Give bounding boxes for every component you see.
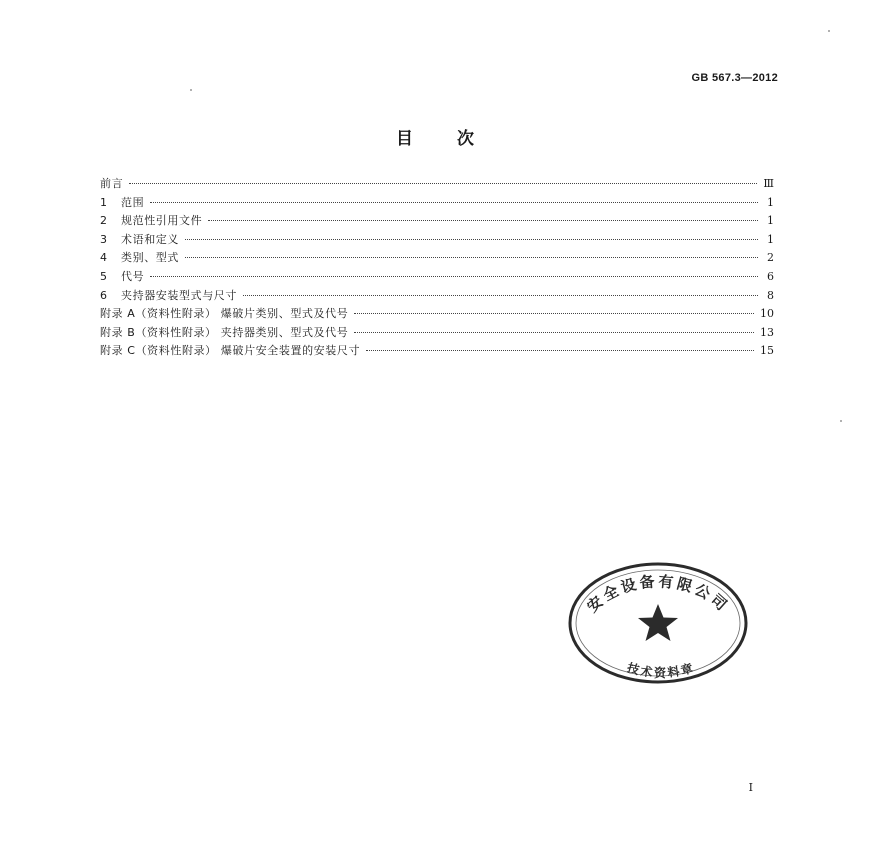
toc-entry-page: Ⅲ <box>763 177 774 190</box>
toc-entry-4[interactable] <box>100 249 774 268</box>
toc-entry-page: 1 <box>767 214 774 228</box>
company-seal-stamp <box>566 560 750 686</box>
scan-speck <box>828 30 830 32</box>
toc-entry-5[interactable] <box>100 268 774 287</box>
toc-entry-1[interactable] <box>100 194 774 213</box>
standard-number: GB 567.3—2012 <box>691 72 778 84</box>
toc-entry-number: 5 <box>100 269 107 283</box>
toc-entry-label: 类别、型式 <box>121 251 179 265</box>
toc-entry-page: 15 <box>760 344 774 358</box>
scan-speck <box>840 420 842 422</box>
page-number: I <box>748 781 753 794</box>
toc-entry-label: 规范性引用文件 <box>121 214 203 228</box>
toc-leader-dots <box>208 220 758 221</box>
star-icon <box>638 604 678 641</box>
toc-leader-dots <box>366 350 754 351</box>
toc-entry-6[interactable] <box>100 287 774 306</box>
table-of-contents <box>100 175 774 361</box>
toc-entry-label: 代号 <box>121 269 145 283</box>
toc-entry-number: 2 <box>100 214 107 228</box>
seal-top-text: 安全设备有限公司 <box>583 572 733 616</box>
toc-entry-appendix-c[interactable] <box>100 342 774 361</box>
toc-entry-3[interactable] <box>100 231 774 250</box>
toc-entry-label: 前言 <box>100 177 124 190</box>
toc-entry-page: 13 <box>760 325 774 339</box>
toc-leader-dots <box>185 239 758 240</box>
toc-entry-label: 术语和定义 <box>121 232 179 246</box>
toc-leader-dots <box>150 202 758 203</box>
svg-text:技术资料章 <box>625 659 697 679</box>
toc-entry-number: 3 <box>100 232 107 246</box>
toc-entry-number: 4 <box>100 251 107 265</box>
toc-entry-label: 夹持器安装型式与尺寸 <box>121 288 237 302</box>
toc-entry-page: 8 <box>767 288 774 302</box>
toc-entry-appendix-a[interactable] <box>100 305 774 324</box>
toc-entry-page: 1 <box>767 195 774 209</box>
toc-leader-dots <box>129 183 757 184</box>
toc-entry-page: 6 <box>767 269 774 283</box>
toc-entry-label: 附录 B（资料性附录） 夹持器类别、型式及代号 <box>100 325 349 339</box>
toc-leader-dots <box>150 276 758 277</box>
toc-entry-page: 2 <box>767 251 774 265</box>
toc-leader-dots <box>243 295 758 296</box>
toc-leader-dots <box>354 332 754 333</box>
toc-entry-label: 范围 <box>121 195 145 209</box>
toc-entry-appendix-b[interactable] <box>100 324 774 343</box>
toc-entry-foreword[interactable] <box>100 175 774 194</box>
page-title: 目次 <box>396 129 518 149</box>
toc-entry-number: 1 <box>100 195 107 209</box>
toc-entry-2[interactable] <box>100 212 774 231</box>
toc-entry-page: 1 <box>767 232 774 246</box>
toc-leader-dots <box>354 313 754 314</box>
seal-bottom-text: 技术资料章 <box>625 660 697 680</box>
toc-entry-label: 附录 C（资料性附录） 爆破片安全装置的安装尺寸 <box>100 344 361 358</box>
scan-speck <box>190 89 192 91</box>
toc-entry-number: 6 <box>100 288 107 302</box>
toc-leader-dots <box>185 257 758 258</box>
toc-entry-label: 附录 A（资料性附录） 爆破片类别、型式及代号 <box>100 307 349 321</box>
toc-entry-page: 10 <box>760 307 774 321</box>
